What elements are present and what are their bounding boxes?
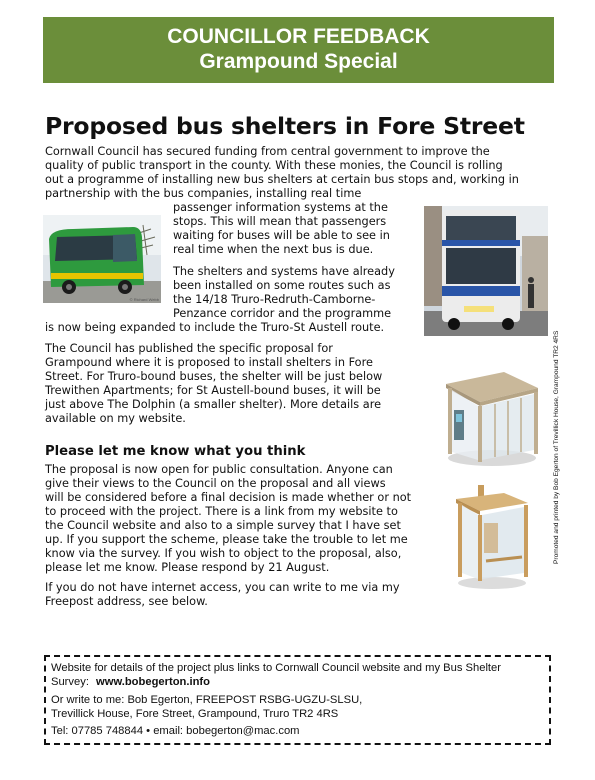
wrap-line: stops. This will mean that passengers	[173, 215, 387, 228]
footer-line: Trevillick House, Fore Street, Grampound, Truro TR2 4RS	[51, 708, 339, 720]
banner-subtitle: Grampound Special	[199, 50, 398, 73]
section-heading: Please let me know what you think	[45, 444, 306, 459]
wrap-line: real time when the next bus is due.	[173, 243, 374, 256]
page-title: Proposed bus shelters in Fore Street	[45, 112, 525, 140]
intro-line: partnership with the bus companies, installing real time	[45, 187, 362, 200]
para2-line: the 14/18 Truro-Redruth-Camborne-	[173, 293, 376, 306]
footer-contact-line: Tel: 07785 748844 • email: bobegerton@mac.com	[51, 725, 300, 737]
para4-line: the Council website and also to a simple survey that I have set	[45, 519, 401, 532]
para2-line: been installed on some routes such as	[173, 279, 391, 292]
small-shelter-image	[452, 483, 532, 591]
wrap-line: waiting for buses will be able to see in	[173, 229, 390, 242]
para4-line: know via the survey. If you wish to object to the proposal, also,	[45, 547, 402, 560]
para2-line: The shelters and systems have already	[173, 265, 395, 278]
footer-line: Or write to me: Bob Egerton, FREEPOST RSBG-UGZU-SLSU,	[51, 694, 363, 706]
para4-line: will be considered before a final decision is made whether or not	[45, 491, 412, 504]
banner-title: COUNCILLOR FEEDBACK	[167, 25, 430, 48]
wrap-line: passenger information systems at the	[173, 201, 388, 214]
photo-credit: © Richard Webb	[129, 297, 159, 302]
intro-line: quality of public transport in the county. With these monies, the Council is rolling	[45, 159, 503, 172]
para2-line: Penzance corridor and the programme	[173, 307, 392, 320]
para5-line: Freepost address, see below.	[45, 595, 208, 608]
para4-line: please let me know. Please respond by 21 August.	[45, 561, 330, 574]
para3-line: Street. For Truro-bound buses, the shelter will be just below	[45, 370, 383, 383]
large-shelter-image	[440, 366, 540, 468]
green-bus-photo	[43, 215, 161, 303]
footer-line: Website for details of the project plus links to Cornwall Council website and my Bus Shelter	[51, 662, 501, 674]
double-decker-photo	[424, 206, 548, 336]
footer-survey-line	[51, 675, 210, 689]
para5-line: If you do not have internet access, you can write to me via my	[45, 581, 400, 594]
para4-line: The proposal is now open for public consultation. Anyone can	[45, 463, 393, 476]
para4-line: give their views to the Council on the proposal and all views	[45, 477, 386, 490]
para4-line: to proceed with the project. There is a link from my website to	[45, 505, 398, 518]
para3-line: just above The Dolphin (a smaller shelter). More details are	[45, 398, 382, 411]
side-credit: Promoted and printed by Bob Egerton of Trevillick House, Grampound TR2 4RS	[553, 330, 560, 564]
para4-line: up. If you support the scheme, please take the trouble to let me	[45, 533, 408, 546]
para3-line: The Council has published the specific proposal for	[45, 342, 333, 355]
para3-line: Trewithen Apartments; for St Austell-bound buses, it will be	[45, 384, 381, 397]
para2-line: is now being expanded to include the Truro-St Austell route.	[45, 321, 385, 334]
intro-line: Cornwall Council has secured funding from central government to improve the	[45, 145, 490, 158]
survey-label: Survey:	[51, 676, 89, 688]
para3-line: available on my website.	[45, 412, 186, 425]
para3-line: Grampound where it is proposed to install shelters in Fore	[45, 356, 373, 369]
website-link[interactable]: www.bobegerton.info	[96, 676, 210, 688]
header-banner	[43, 17, 554, 83]
intro-line: out a programme of installing new bus shelters at certain bus stops and, working in	[45, 173, 519, 186]
